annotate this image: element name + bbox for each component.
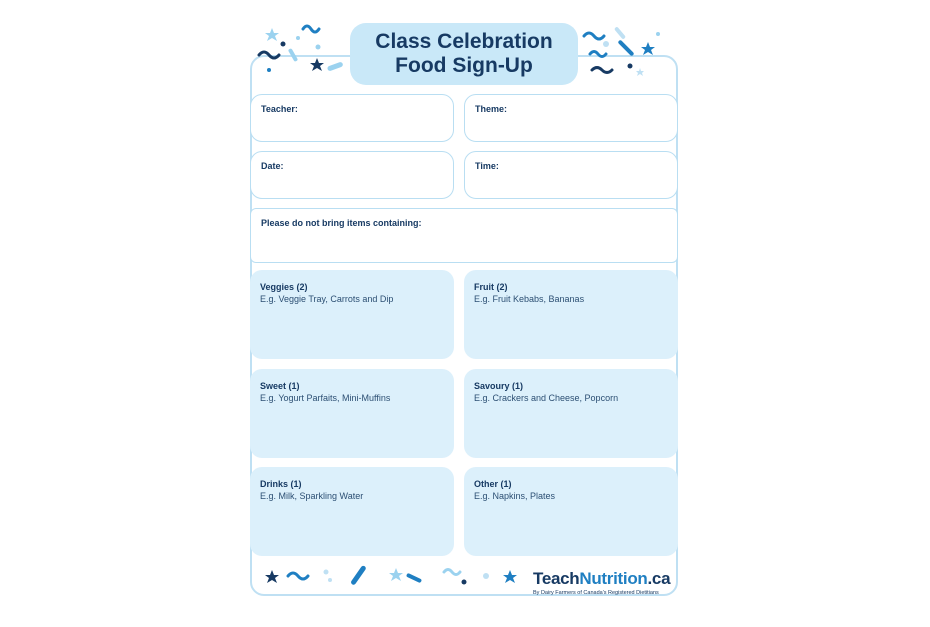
category-example: E.g. Milk, Sparkling Water bbox=[260, 491, 364, 501]
sprinkle-icon bbox=[327, 61, 344, 71]
dot-icon bbox=[462, 580, 467, 585]
star-icon bbox=[389, 568, 403, 581]
star-icon bbox=[641, 42, 655, 55]
category-veggies[interactable] bbox=[250, 270, 454, 359]
dot-icon bbox=[281, 42, 286, 47]
dot-icon bbox=[324, 570, 329, 575]
theme-field[interactable] bbox=[464, 94, 678, 142]
logo-part-2: Nutrition bbox=[579, 569, 648, 588]
squiggle-icon bbox=[592, 68, 612, 73]
teacher-label: Teacher: bbox=[261, 104, 298, 114]
logo-wordmark bbox=[533, 569, 670, 589]
star-icon bbox=[310, 58, 324, 71]
category-name: Other (1) bbox=[474, 479, 512, 489]
dot-icon bbox=[628, 64, 633, 69]
category-example: E.g. Veggie Tray, Carrots and Dip bbox=[260, 294, 394, 304]
category-sweet[interactable] bbox=[250, 369, 454, 458]
category-fruit[interactable] bbox=[464, 270, 678, 359]
sprinkle-icon bbox=[614, 26, 626, 39]
dot-icon bbox=[656, 32, 660, 36]
time-label: Time: bbox=[475, 161, 499, 171]
restrictions-label: Please do not bring items containing: bbox=[261, 218, 422, 228]
category-name: Savoury (1) bbox=[474, 381, 524, 391]
squiggle-icon bbox=[303, 26, 319, 32]
sprinkle-icon bbox=[406, 573, 422, 583]
teacher-field[interactable] bbox=[250, 94, 454, 142]
category-example: E.g. Fruit Kebabs, Bananas bbox=[474, 294, 585, 304]
sprinkle-icon bbox=[288, 48, 298, 62]
restrictions-field[interactable] bbox=[250, 208, 678, 263]
category-savoury[interactable] bbox=[464, 369, 678, 458]
logo-part-1: Teach bbox=[533, 569, 580, 588]
squiggle-icon bbox=[259, 52, 279, 58]
star-icon bbox=[265, 570, 279, 583]
teachnutrition-logo[interactable] bbox=[533, 569, 670, 596]
squiggle-icon bbox=[590, 52, 606, 57]
squiggle-icon bbox=[584, 33, 604, 39]
star-icon bbox=[503, 570, 517, 583]
date-label: Date: bbox=[261, 161, 284, 171]
category-drinks[interactable] bbox=[250, 467, 454, 556]
dot-icon bbox=[296, 36, 300, 40]
title-line-1: Class Celebration bbox=[375, 30, 553, 53]
squiggle-icon bbox=[288, 573, 308, 579]
confetti-bottom-icon bbox=[258, 560, 528, 590]
category-name: Veggies (2) bbox=[260, 282, 308, 292]
star-icon bbox=[265, 28, 279, 41]
sprinkle-icon bbox=[618, 40, 635, 57]
dot-icon bbox=[267, 68, 271, 72]
category-other[interactable] bbox=[464, 467, 678, 556]
category-name: Sweet (1) bbox=[260, 381, 300, 391]
dot-icon bbox=[603, 41, 609, 47]
dot-icon bbox=[328, 578, 332, 582]
category-example: E.g. Yogurt Parfaits, Mini-Muffins bbox=[260, 393, 391, 403]
confetti-top-right-icon bbox=[580, 22, 670, 82]
category-name: Drinks (1) bbox=[260, 479, 302, 489]
logo-part-3: .ca bbox=[647, 569, 671, 588]
title-banner bbox=[350, 23, 578, 85]
logo-tagline: By Dairy Farmers of Canada's Registered Dietitians bbox=[533, 590, 659, 596]
dot-icon bbox=[316, 45, 321, 50]
time-field[interactable] bbox=[464, 151, 678, 199]
star-icon bbox=[636, 68, 644, 76]
category-name: Fruit (2) bbox=[474, 282, 508, 292]
dot-icon bbox=[483, 573, 489, 579]
category-example: E.g. Napkins, Plates bbox=[474, 491, 556, 501]
squiggle-icon bbox=[444, 570, 460, 575]
title-line-2: Food Sign-Up bbox=[395, 54, 533, 77]
date-field[interactable] bbox=[250, 151, 454, 199]
sprinkle-icon bbox=[350, 565, 367, 586]
theme-label: Theme: bbox=[475, 104, 508, 114]
category-example: E.g. Crackers and Cheese, Popcorn bbox=[474, 393, 619, 403]
confetti-top-left-icon bbox=[255, 20, 350, 80]
